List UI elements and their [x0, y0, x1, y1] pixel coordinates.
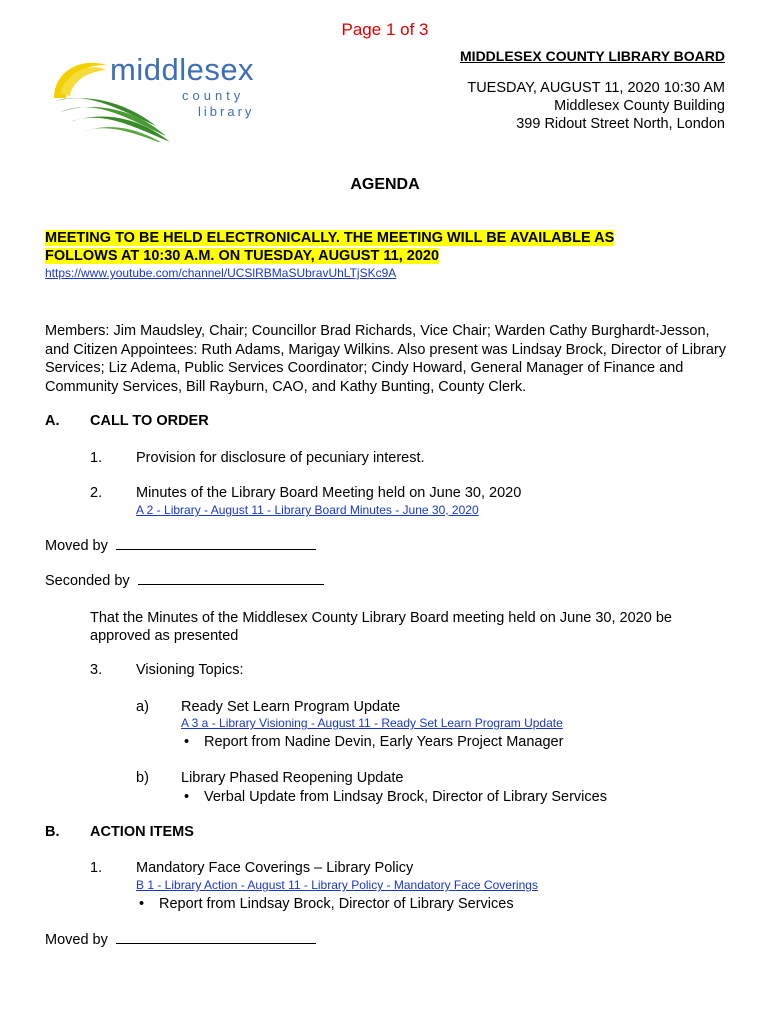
moved-by-b-label: Moved by: [45, 932, 108, 948]
seconded-by-a: [45, 573, 324, 589]
section-b-letter: B.: [45, 824, 60, 840]
item-b1-bullet-text: Report from Lindsay Brock, Director of Library Services: [159, 896, 514, 912]
logo-text-county: county: [182, 88, 245, 103]
location-line-1: Middlesex County Building: [554, 98, 725, 114]
moved-by-b: [45, 932, 316, 948]
item-a2-number: 2.: [90, 485, 103, 501]
moved-by-a-label: Moved by: [45, 538, 108, 554]
board-title: MIDDLESEX COUNTY LIBRARY BOARD: [460, 48, 725, 64]
sub-item-a-letter: a): [136, 699, 149, 715]
moved-by-a: [45, 538, 316, 554]
sub-item-b-text: Library Phased Reopening Update: [181, 770, 404, 786]
item-b1-text: Mandatory Face Coverings – Library Policy: [136, 860, 414, 876]
members-paragraph: Members: Jim Maudsley, Chair; Councillor Brad Richards, Vice Chair; Warden Cathy Burghardt-Jesson, and Citizen Appointees: Ruth Adams, Marigay Wilkins. Also present was Lindsay Brock, Director of Library Services; Liz Adema, Public Services Coordinator; Cindy Howard, General Manager of Finance and Community Services, Bill Rayburn, CAO, and Kathy Bunting, County Clerk.: [45, 323, 726, 395]
item-a1-number: 1.: [90, 450, 103, 466]
location-line-2: 399 Ridout Street North, London: [516, 116, 725, 132]
motion-text: That the Minutes of the Middlesex County Library Board meeting held on June 30, 2020 be approved as presented: [90, 610, 672, 644]
seconded-by-a-signature-line: [138, 583, 324, 585]
page-number: Page 1 of 3: [341, 20, 429, 39]
youtube-link[interactable]: https://www.youtube.com/channel/UCSlRBMaSUbravUhLTjSKc9A: [45, 266, 397, 280]
item-a1-text: Provision for disclosure of pecuniary interest.: [136, 450, 425, 466]
sub-item-b-bullet-text: Verbal Update from Lindsay Brock, Director of Library Services: [204, 789, 607, 805]
seconded-by-a-label: Seconded by: [45, 573, 130, 589]
sub-item-a-bullet-icon: •: [184, 734, 190, 750]
logo-text-library: library: [198, 104, 255, 119]
moved-by-a-signature-line: [116, 548, 316, 550]
meeting-notice-line-1: MEETING TO BE HELD ELECTRONICALLY. THE MEETING WILL BE AVAILABLE AS: [45, 230, 615, 246]
sub-item-b-bullet-icon: •: [184, 789, 190, 805]
item-a3-number: 3.: [90, 662, 103, 678]
agenda-title: AGENDA: [350, 176, 420, 193]
moved-by-b-signature-line: [116, 942, 316, 944]
meeting-datetime: TUESDAY, AUGUST 11, 2020 10:30 AM: [467, 80, 725, 96]
item-b1-number: 1.: [90, 860, 103, 876]
library-logo: [46, 52, 276, 142]
section-b-title: ACTION ITEMS: [90, 824, 194, 840]
logo-text-middlesex: middlesex: [110, 52, 255, 87]
sub-item-a-link[interactable]: A 3 a - Library Visioning - August 11 - Ready Set Learn Program Update: [181, 716, 563, 730]
section-a-letter: A.: [45, 413, 60, 429]
item-b1-bullet-icon: •: [139, 896, 145, 912]
item-a2-link[interactable]: A 2 - Library - August 11 - Library Board Minutes - June 30, 2020: [136, 503, 479, 517]
sub-item-a-text: Ready Set Learn Program Update: [181, 699, 401, 715]
sub-item-a-bullet-text: Report from Nadine Devin, Early Years Project Manager: [204, 734, 564, 750]
item-b1-link[interactable]: B 1 - Library Action - August 11 - Library Policy - Mandatory Face Coverings: [136, 878, 538, 892]
item-a3-text: Visioning Topics:: [136, 662, 244, 678]
sub-item-b-letter: b): [136, 770, 149, 786]
item-a2-text: Minutes of the Library Board Meeting held on June 30, 2020: [136, 485, 522, 501]
section-a-title: CALL TO ORDER: [90, 413, 209, 429]
meeting-notice-line-2: FOLLOWS AT 10:30 A.M. ON TUESDAY, AUGUST 11, 2020: [45, 248, 440, 264]
